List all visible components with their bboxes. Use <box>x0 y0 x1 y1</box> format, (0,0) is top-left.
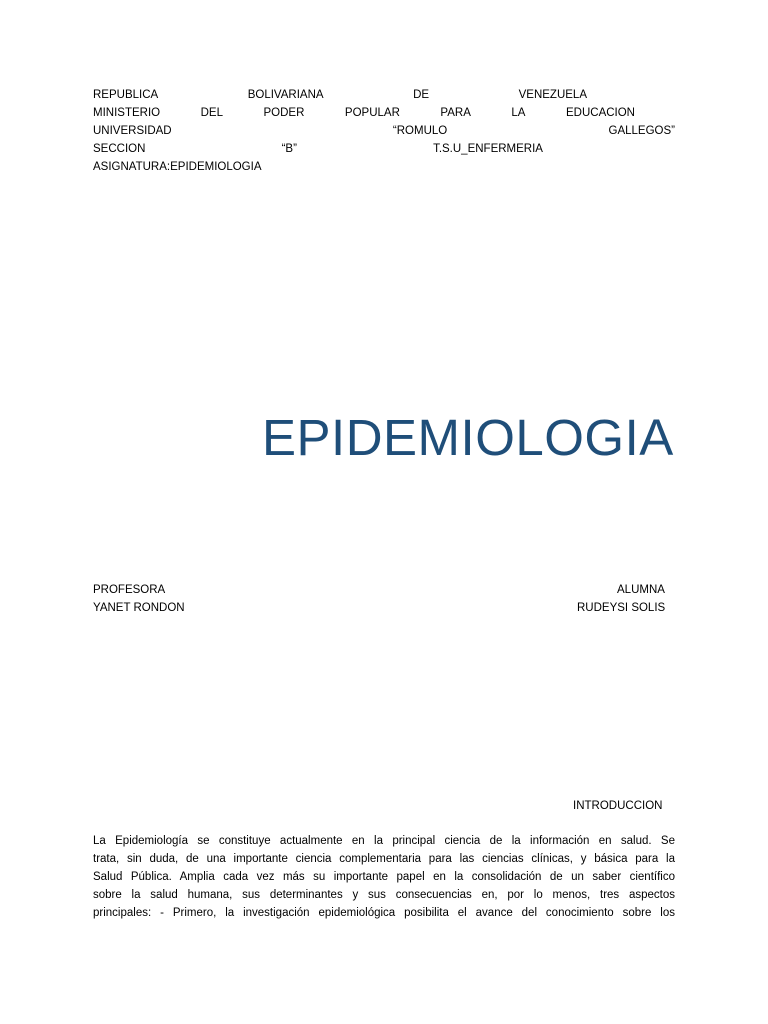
paragraph-line: trata, sin duda, de una importante ciencia complementaria para las ciencias clínicas, y básica para la <box>93 853 675 865</box>
header-word: DEL <box>200 107 223 119</box>
header-line-ministerio <box>93 105 635 121</box>
header-word: MINISTERIO <box>93 107 161 119</box>
header-word: PARA <box>440 107 471 119</box>
header-word: GALLEGOS” <box>608 125 675 137</box>
header-word: BOLIVARIANA <box>247 89 324 101</box>
paragraph-line: Salud Pública. Amplia cada vez más su importante papel en la consolidación de un saber científico <box>93 871 675 883</box>
header-line-seccion <box>93 141 543 157</box>
header-word: EDUCACION <box>565 107 635 119</box>
introduction-paragraph <box>93 832 675 922</box>
alumna-name: RUDEYSI SOLIS <box>577 602 666 614</box>
profesora-name: YANET RONDON <box>93 602 185 614</box>
header-word: VENEZUELA <box>518 89 587 101</box>
header-word: PODER <box>263 107 305 119</box>
header-word: “ROMULO <box>392 125 448 137</box>
header-line-republica <box>93 87 675 103</box>
paragraph-line: sobre la salud humana, sus determinantes y sus consecuencias en, por lo menos, tres aspectos <box>93 889 675 901</box>
header-word: LA <box>511 107 526 119</box>
header-word: REPUBLICA <box>93 89 159 101</box>
header-line-universidad <box>93 123 675 139</box>
header-line-asignatura: ASIGNATURA:EPIDEMIOLOGIA <box>93 161 262 173</box>
introduction-heading: INTRODUCCION <box>573 800 663 812</box>
header-word: DE <box>413 89 430 101</box>
header-word: “B” <box>281 143 297 155</box>
header-word: UNIVERSIDAD <box>93 125 172 137</box>
header-word: T.S.U_ENFERMERIA <box>433 143 543 155</box>
paragraph-line: principales: - Primero, la investigación epidemiológica posibilita el avance del conocimiento sobre los <box>93 907 675 919</box>
document-title: EPIDEMIOLOGIA <box>262 409 674 466</box>
profesora-label: PROFESORA <box>93 584 166 596</box>
paragraph-line: La Epidemiología se constituye actualmente en la principal ciencia de la información en salud. Se <box>93 835 675 847</box>
header-word: SECCION <box>93 143 146 155</box>
header-word: POPULAR <box>344 107 400 119</box>
alumna-label: ALUMNA <box>617 584 665 596</box>
